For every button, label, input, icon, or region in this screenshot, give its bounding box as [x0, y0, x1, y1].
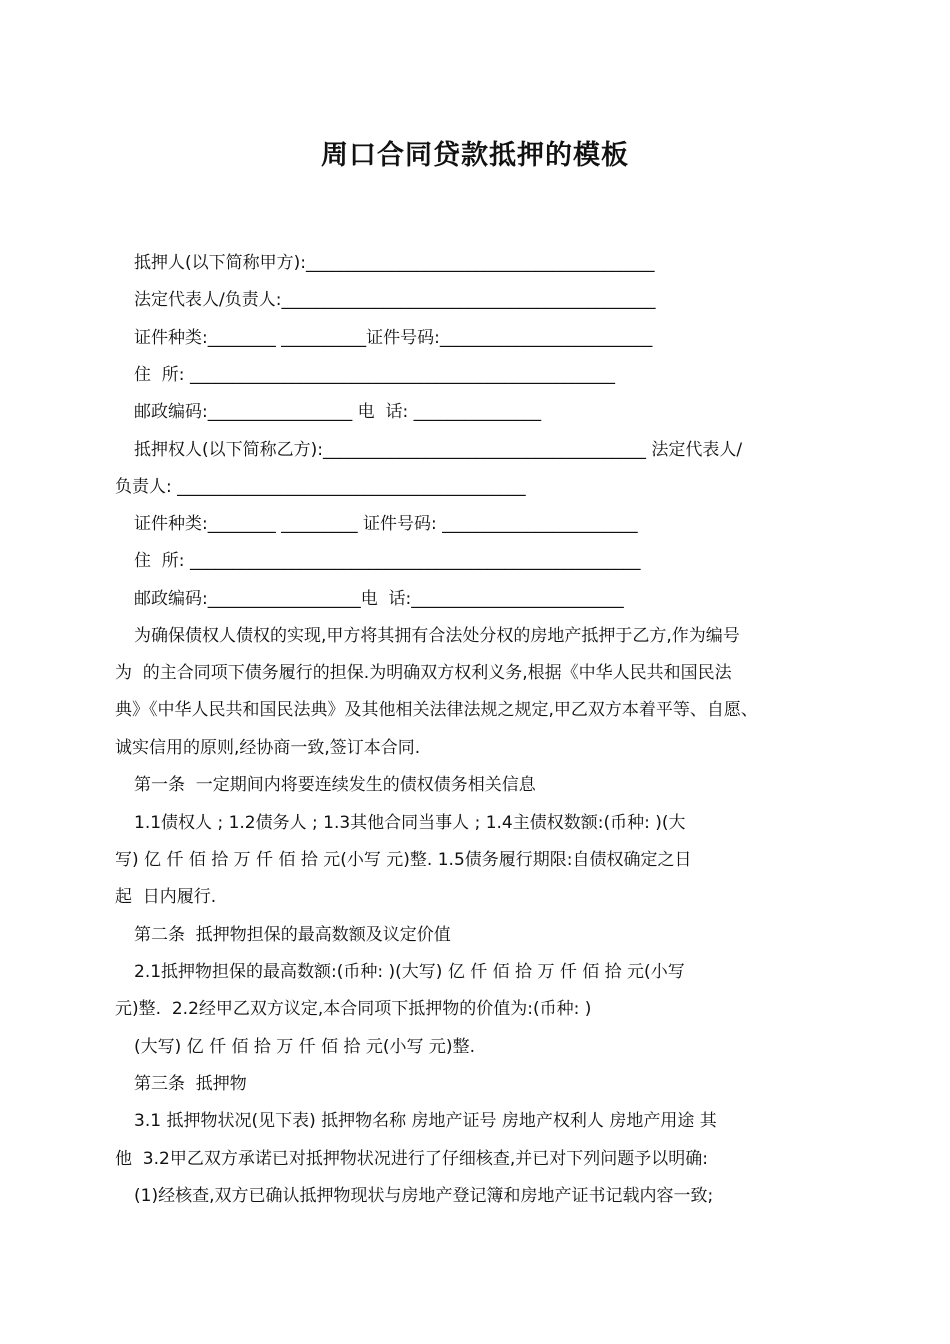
party-a-name-line: 抵押人(以下简称甲方):_________________________________________ [134, 253, 655, 273]
article-3-line: 3.1 抵押物状况(见下表) 抵押物名称 房地产证号 房地产权利人 房地产用途 其 [134, 1111, 717, 1131]
party-b-representative-line: 负责人: _________________________________________ [115, 477, 526, 497]
party-a-id-line: 证件种类:________ __________证件号码:_________________________ [134, 328, 653, 348]
article-1-line: 1.1债权人 ; 1.2债务人 ; 1.3其他合同当事人 ; 1.4主债权数额:(币种: )(大 [134, 813, 686, 833]
article-2-line: 元)整. 2.2经甲乙双方议定,本合同项下抵押物的价值为:(币种: ) [115, 999, 592, 1019]
preamble-line: 为确保债权人债权的实现,甲方将其拥有合法处分权的房地产抵押于乙方,作为编号 [134, 626, 740, 646]
article-1-line: 写) 亿 仟 佰 拾 万 仟 佰 拾 元(小写 元)整. 1.5债务履行期限:自债权确定之日 [115, 850, 692, 870]
document-title: 周口合同贷款抵押的模板 [321, 140, 629, 171]
article-3-line: 他 3.2甲乙双方承诺已对抵押物状况进行了仔细核查,并已对下列问题予以明确: [115, 1149, 708, 1169]
party-b-id-line: 证件种类:________ _________ 证件号码: _______________________ [134, 514, 638, 534]
preamble-line: 典》《中华人民共和国民法典》及其他相关法律法规之规定,甲乙双方本着平等、自愿、 [115, 700, 758, 720]
article-2-line: 2.1抵押物担保的最高数额:(币种: )(大写) 亿 仟 佰 拾 万 仟 佰 拾 元(小写 [134, 962, 685, 982]
party-b-postal-phone-line: 邮政编码:__________________电 话:_________________________ [134, 589, 624, 609]
preamble-line: 诚实信用的原则,经协商一致,签订本合同. [115, 738, 421, 758]
party-a-address-line: 住 所: __________________________________________________ [134, 365, 615, 385]
party-a-representative-line: 法定代表人/负责人:____________________________________________ [134, 290, 656, 310]
article-2-line: (大写) 亿 仟 佰 拾 万 仟 佰 拾 元(小写 元)整. [134, 1037, 475, 1057]
article-2-heading: 第二条 抵押物担保的最高数额及议定价值 [134, 925, 451, 945]
party-b-name-line: 抵押权人(以下简称乙方):______________________________________ 法定代表人/ [134, 440, 743, 460]
party-a-postal-phone-line: 邮政编码:_________________ 电 话: _______________ [134, 402, 542, 422]
article-3-heading: 第三条 抵押物 [134, 1074, 247, 1094]
article-1-heading: 第一条 一定期间内将要连续发生的债权债务相关信息 [134, 775, 536, 795]
article-3-line: (1)经核查,双方已确认抵押物现状与房地产登记簿和房地产证书记载内容一致; [134, 1186, 714, 1206]
preamble-line: 为 的主合同项下债务履行的担保.为明确双方权利义务,根据《中华人民共和国民法 [115, 663, 732, 683]
party-b-address-line: 住 所: _____________________________________________________ [134, 551, 641, 571]
article-1-line: 起 日内履行. [115, 887, 217, 907]
